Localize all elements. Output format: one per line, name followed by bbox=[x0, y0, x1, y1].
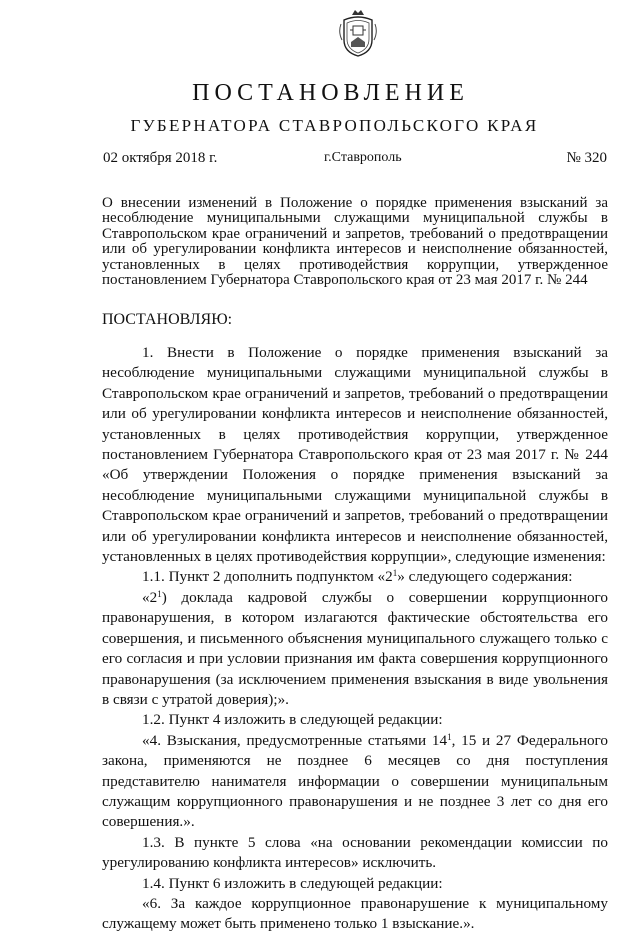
paragraph-1-2-quote bbox=[102, 731, 608, 833]
paragraph-1-4-quote: «6. За каждое коррупционное правонарушение к муниципальному служащему может быть применено только 1 взыскание.». bbox=[102, 894, 608, 933]
paragraph-1-2: 1.2. Пункт 4 изложить в следующей редакции: bbox=[142, 711, 443, 729]
quote-text-end: ) доклада кадровой службы о совершении коррупционного правонарушения, в котором излагаются фактические обстоятельства его совершения, и письменного объяснения муниципального служащего только с его согласия и при условии признания им факта совершения коррупционного правонарушения (за исключением применения взыскания в виде увольнения в связи с утратой доверия);». bbox=[102, 588, 608, 708]
coat-of-arms-icon bbox=[338, 6, 378, 58]
superscript: 1 bbox=[392, 568, 398, 579]
document-city: г.Ставрополь bbox=[324, 150, 402, 165]
document-date: 02 октября 2018 г. bbox=[103, 150, 218, 166]
decree-heading: ПОСТАНОВЛЯЮ: bbox=[102, 311, 233, 328]
superscript: 1 bbox=[447, 731, 452, 742]
paragraph-1-3: 1.3. В пункте 5 слова «на основании рекомендации комиссии по урегулированию конфликта интересов» исключить. bbox=[102, 833, 608, 872]
quote-text: «4. Взыскания, предусмотренные статьями 14 bbox=[142, 731, 448, 749]
document-subject: О внесении изменений в Положение о порядке применения взысканий за несоблюдение муниципальными служащими муниципальной службы в Ставропольском крае ограничений и запретов, требований о предотвращении или об урегулировании конфликта интересов и неисполнение обязанностей, установленных в целях противодействия коррупции, утвержденное постановлением Губернатора Ставропольского края от 23 мая 2017 г. № 244 bbox=[102, 195, 608, 289]
document-number: № 320 bbox=[566, 150, 607, 166]
superscript: 1 bbox=[157, 588, 162, 599]
paragraph-1-1-text: 1.1. Пункт 2 дополнить подпунктом «2 bbox=[142, 568, 393, 586]
quote-text: «2 bbox=[142, 588, 158, 606]
quote-text-end: , 15 и 27 Федерального закона, применяются не позднее 6 месяцев со дня поступления представителю нанимателя информации о совершении муниципальным служащим коррупционного правонарушения и не позднее 3 лет со дня его совершения.». bbox=[102, 731, 609, 831]
paragraph-1-1-text-end: » следующего содержания: bbox=[397, 568, 573, 586]
document-title: ПОСТАНОВЛЕНИЕ bbox=[192, 80, 469, 106]
paragraph-1-1-quote bbox=[102, 588, 608, 710]
document-body bbox=[102, 343, 608, 935]
paragraph-1-4: 1.4. Пункт 6 изложить в следующей редакции: bbox=[142, 874, 443, 892]
document-subtitle: ГУБЕРНАТОРА СТАВРОПОЛЬСКОГО КРАЯ bbox=[130, 116, 539, 135]
paragraph-1-1 bbox=[102, 567, 608, 587]
paragraph-1: 1. Внести в Положение о порядке применения взысканий за несоблюдение муниципальными служащими муниципальной службы в Ставропольском крае ограничений и запретов, требований о предотвращении или об урегулировании конфликта интересов и неисполнение обязанностей, установленных в целях противодействия коррупции, утвержденное постановлением Губернатора Ставропольского края от 23 мая 2017 г. № 244 «Об утверждении Положения о порядке применения взысканий за несоблюдение муниципальными служащими муниципальной службы в Ставропольском крае ограничений и запретов, требований о предотвращении или об урегулировании конфликта интересов и неисполнение обязанностей, установленных в целях противодействия коррупции», следующие изменения: bbox=[102, 344, 608, 566]
